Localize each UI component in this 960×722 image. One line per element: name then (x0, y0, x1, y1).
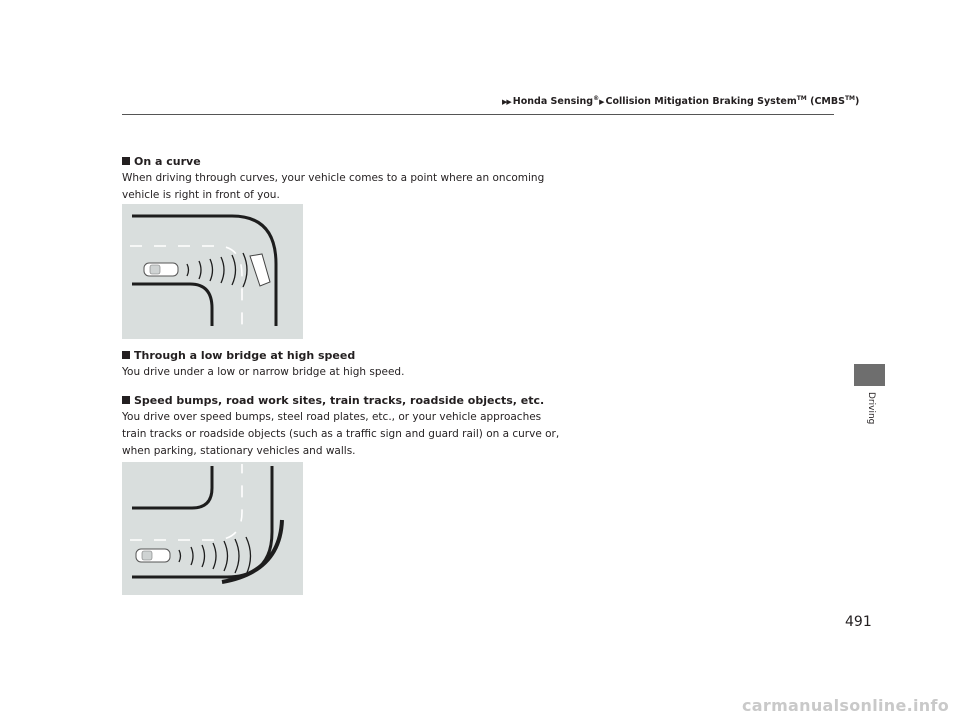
side-label: Driving (866, 392, 876, 425)
heading-on-a-curve: On a curve (122, 155, 201, 168)
heading-low-bridge: Through a low bridge at high speed (122, 349, 355, 362)
bullet-square-icon (122, 396, 130, 404)
bullet-square-icon (122, 351, 130, 359)
para-speed-bumps: You drive over speed bumps, steel road plates, etc., or your vehicle approaches train tracks or roadside objects (such as a traffic sign and guard rail) on a curve or, when parking, stationary vehicles and walls. (122, 411, 560, 457)
breadcrumb-header: ▶▶ Honda Sensing®▶ Collision Mitigation Braking System™ (CMBS™) (502, 95, 860, 108)
figure-curve-oncoming (122, 204, 303, 339)
header-rule (122, 114, 834, 115)
page-number: 491 (845, 614, 872, 630)
para-on-a-curve: When driving through curves, your vehicle comes to a point where an oncoming vehicle is right in front of you. (122, 172, 545, 201)
double-arrow-icon: ▶▶ (502, 98, 511, 107)
para-low-bridge: You drive under a low or narrow bridge at high speed. (122, 366, 405, 378)
heading-speed-bumps: Speed bumps, road work sites, train tracks, roadside objects, etc. (122, 394, 544, 407)
watermark: carmanualsonline.info (742, 696, 950, 715)
arrow-icon: ▶ (599, 98, 604, 107)
bullet-square-icon (122, 157, 130, 165)
section-tab (854, 364, 885, 386)
figure-curve-guardrail (122, 462, 303, 595)
